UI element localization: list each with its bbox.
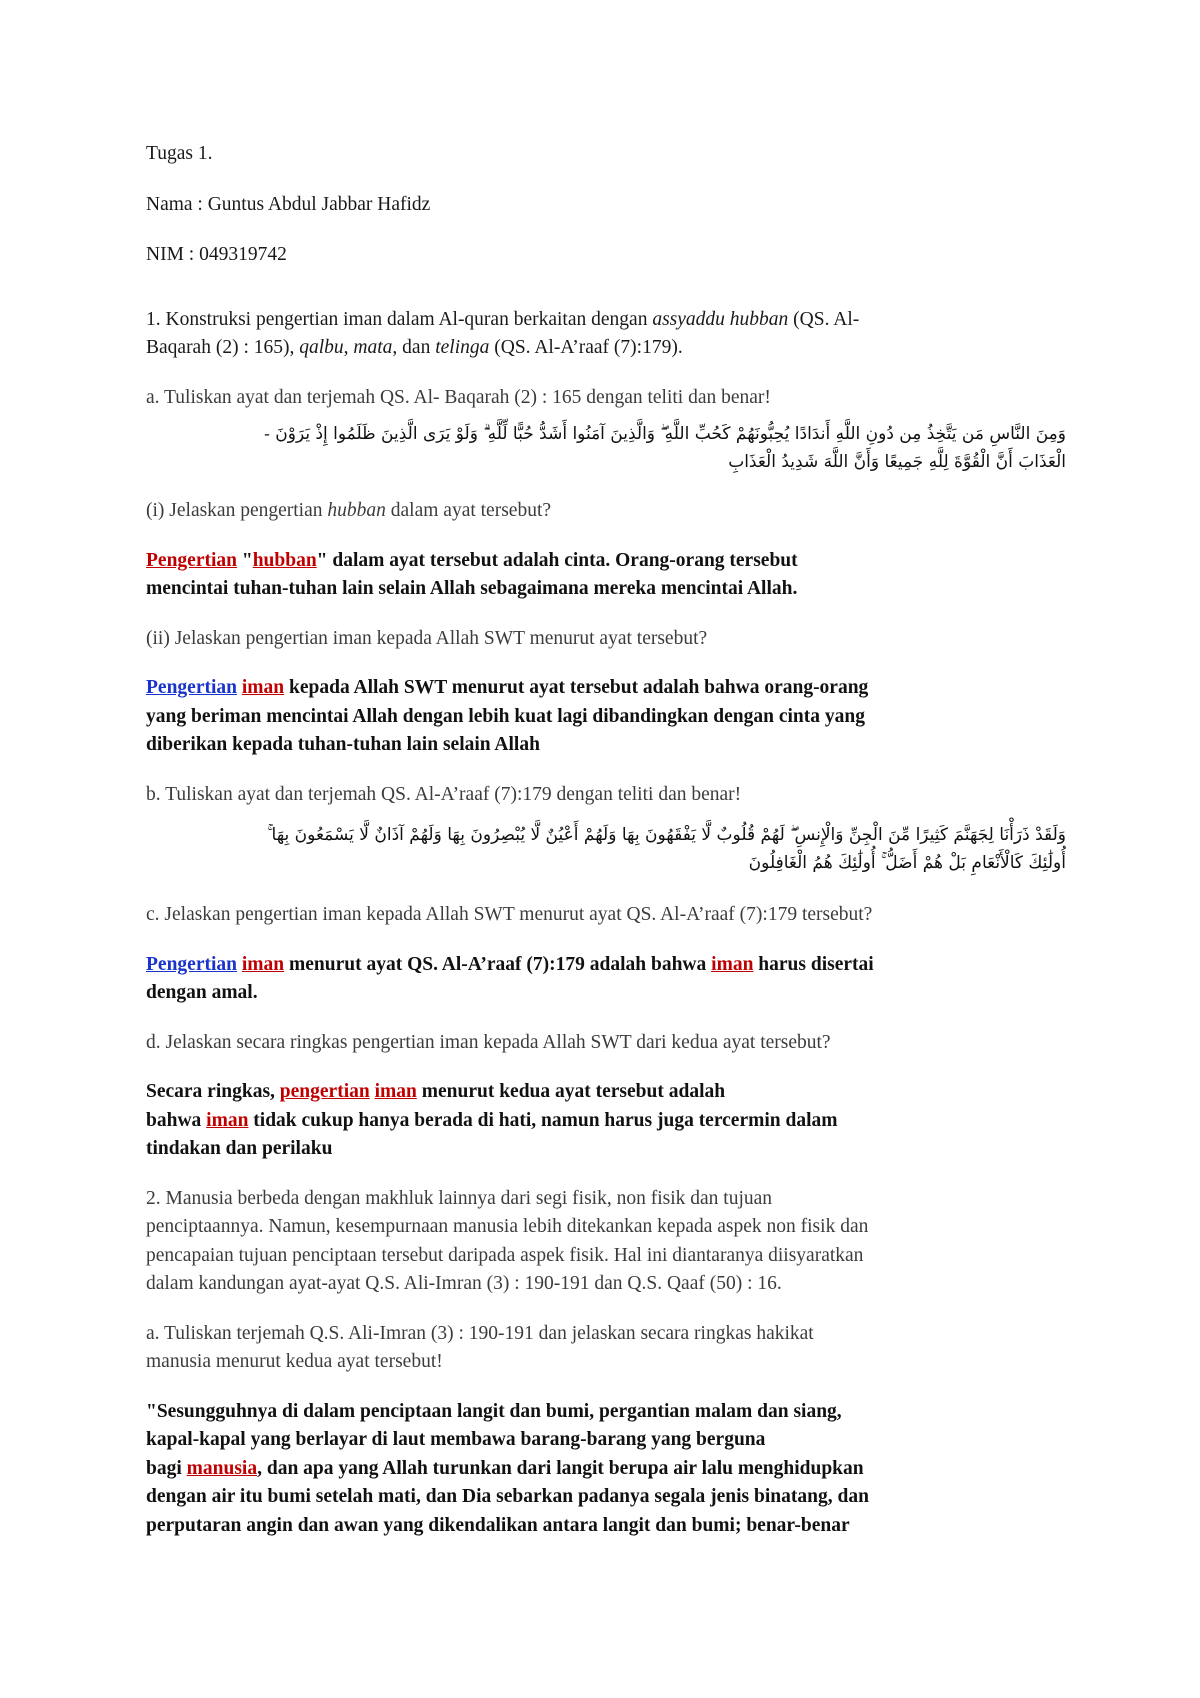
- assignment-title: Tugas 1.: [146, 143, 213, 164]
- arabic-verse-165-line1: وَمِنَ النَّاسِ مَن يَتَّخِذُ مِن دُونِ اللَّهِ أَندَادًا يُحِبُّونَهُمْ كَحُبِّ اللَّهِ ۖ وَالَّذِينَ آمَنُوا أَشَدُّ حُبًّا لِّلَّهِ ۗ وَلَوْ يَرَى الَّذِينَ ظَلَمُوا إِذْ يَرَوْنَ -: [264, 424, 1066, 444]
- question-1-intro: 1. Konstruksi pengertian iman dalam Al-quran berkaitan dengan assyaddu hubban (QS. Al- Baqarah (2) : 165), qalbu, mata, dan telinga (QS. Al-A’raaf (7):179).: [146, 308, 860, 358]
- arabic-verse-179-line1: وَلَقَدْ ذَرَأْنَا لِجَهَنَّمَ كَثِيرًا مِّنَ الْجِنِّ وَالْإِنسِ ۖ لَهُمْ قُلُوبٌ لَّا يَفْقَهُونَ بِهَا وَلَهُمْ أَعْيُنٌ لَّا يُبْصِرُونَ بِهَا وَلَهُمْ آذَانٌ لَّا يَسْمَعُونَ بِهَا ۚ: [267, 825, 1066, 845]
- question-1a-i: (i) Jelaskan pengertian hubban dalam ayat tersebut?: [146, 500, 552, 521]
- answer-1a-i: Pengertian "hubban" dalam ayat tersebut adalah cinta. Orang-orang tersebut mencintai tuhan-tuhan lain selain Allah sebagaimana mereka mencintai Allah.: [146, 549, 798, 599]
- question-1c: c. Jelaskan pengertian iman kepada Allah SWT menurut ayat QS. Al-A’raaf (7):179 tersebut?: [146, 904, 873, 925]
- answer-2a: "Sesungguhnya di dalam penciptaan langit dan bumi, pergantian malam dan siang, kapal-kapal yang berlayar di laut membawa barang-barang yang berguna bagi manusia, dan apa yang Allah turunkan dari langit berupa air lalu menghidupkan dengan air itu bumi setelah mati, dan Dia sebarkan padanya segala jenis binatang, dan perputaran angin dan awan yang dikendalikan antara langit dan bumi; benar-benar: [146, 1400, 869, 1536]
- answer-1d: Secara ringkas, pengertian iman menurut kedua ayat tersebut adalah bahwa iman tidak cukup hanya berada di hati, namun harus juga tercermin dalam tindakan dan perilaku: [146, 1081, 838, 1159]
- arabic-verse-165-line2: الْعَذَابَ أَنَّ الْقُوَّةَ لِلَّهِ جَمِيعًا وَأَنَّ اللَّهَ شَدِيدُ الْعَذَابِ: [728, 452, 1066, 472]
- document-page: [146, 140, 1066, 1540]
- student-nim: NIM : 049319742: [146, 244, 287, 265]
- question-1a: a. Tuliskan ayat dan terjemah QS. Al- Baqarah (2) : 165 dengan teliti dan benar!: [146, 386, 771, 408]
- arabic-verse-179-line2: أُولَٰئِكَ كَالْأَنْعَامِ بَلْ هُمْ أَضَلُّ ۚ أُولَٰئِكَ هُمُ الْغَافِلُونَ: [748, 853, 1066, 873]
- question-2-intro: 2. Manusia berbeda dengan makhluk lainnya dari segi fisik, non fisik dan tujuan penciptaannya. Namun, kesempurnaan manusia lebih ditekankan kepada aspek non fisik dan pencapaian tujuan penciptaan tersebut daripada aspek fisik. Hal ini diantaranya diisyaratkan dalam kandungan ayat-ayat Q.S. Ali-Imran (3) : 190-191 dan Q.S. Qaaf (50) : 16.: [146, 1187, 869, 1294]
- answer-1c: Pengertian iman menurut ayat QS. Al-A’raaf (7):179 adalah bahwa iman harus disertai dengan amal.: [146, 953, 874, 1003]
- answer-1a-ii: Pengertian iman kepada Allah SWT menurut ayat tersebut adalah bahwa orang-orang yang beriman mencintai Allah dengan lebih kuat lagi dibandingkan dengan cinta yang diberikan kepada tuhan-tuhan lain selain Allah: [146, 677, 869, 755]
- question-2a: a. Tuliskan terjemah Q.S. Ali-Imran (3) : 190-191 dan jelaskan secara ringkas hakikat manusia menurut kedua ayat tersebut!: [146, 1322, 814, 1372]
- question-1b: b. Tuliskan ayat dan terjemah QS. Al-A’raaf (7):179 dengan teliti dan benar!: [146, 783, 742, 805]
- question-1d: d. Jelaskan secara ringkas pengertian iman kepada Allah SWT dari kedua ayat tersebut?: [146, 1031, 831, 1053]
- student-name: Nama : Guntus Abdul Jabbar Hafidz: [146, 193, 431, 215]
- question-1a-ii: (ii) Jelaskan pengertian iman kepada Allah SWT menurut ayat tersebut?: [146, 627, 708, 649]
